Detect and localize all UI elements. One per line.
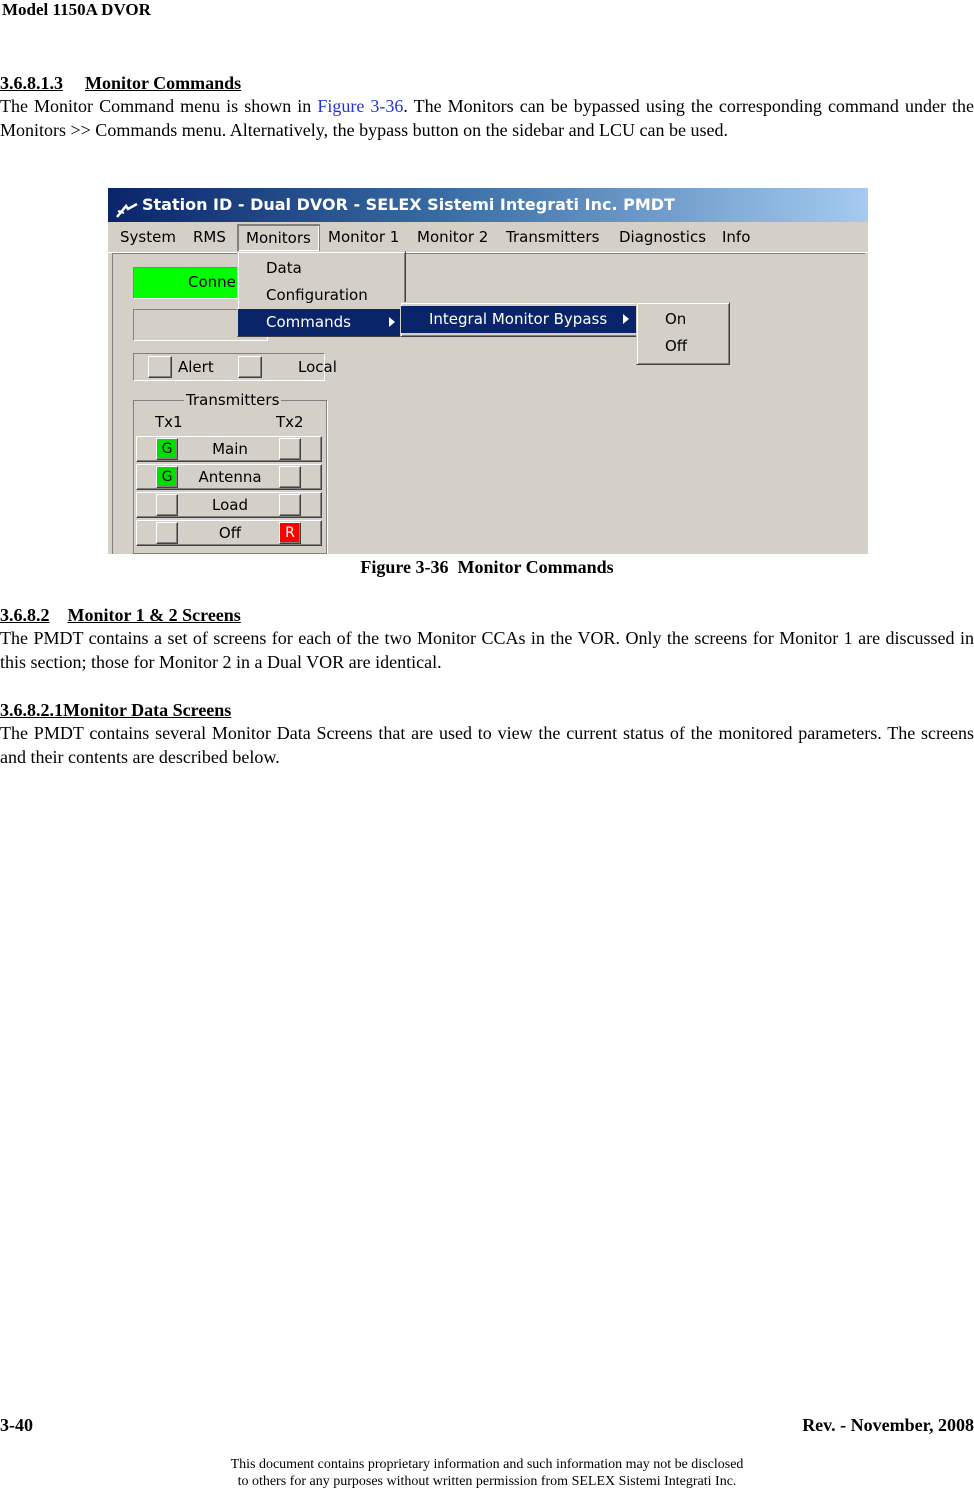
menubar [108, 222, 868, 253]
figure-number: Figure 3-36 [360, 557, 449, 577]
tx2-label: Tx2 [276, 413, 304, 431]
menu-item-integral-monitor-bypass[interactable] [401, 306, 639, 333]
menu-item-off[interactable]: Off [665, 337, 688, 355]
connect-label: Conne [188, 273, 236, 291]
tx1-indicator[interactable]: G [156, 466, 178, 488]
monitor-commands-paragraph [0, 94, 974, 142]
notice-line: This document contains proprietary information and such information may not be disclosed [230, 1457, 744, 1472]
section-heading-monitor-data-screens [0, 699, 231, 721]
menu-item-configuration[interactable]: Configuration [266, 286, 368, 304]
notice-line: to others for any purposes without written permission from SELEX Sistemi Integrati Inc. [237, 1474, 737, 1489]
tx2-indicator[interactable] [279, 494, 301, 516]
bypass-submenu [636, 302, 730, 365]
menu-rms[interactable]: RMS [193, 228, 226, 246]
local-button[interactable] [238, 356, 262, 378]
section-title: Monitor Data Screens [63, 700, 232, 720]
tx1-indicator[interactable] [156, 494, 178, 516]
figure-caption [0, 556, 974, 578]
section-number: 3.6.8.2.1 [0, 700, 63, 720]
menu-item-label: Commands [266, 313, 351, 331]
menu-transmitters[interactable]: Transmitters [506, 228, 600, 246]
tx-row-label[interactable]: Load [212, 496, 248, 514]
local-label: Local [298, 358, 337, 376]
submenu-arrow-icon [389, 317, 395, 327]
tx1-indicator[interactable] [156, 522, 178, 544]
tx-row-label[interactable]: Antenna [198, 468, 262, 486]
menu-monitors[interactable]: Monitors [237, 224, 320, 252]
figure-title: Monitor Commands [457, 557, 614, 577]
commands-submenu [400, 302, 640, 337]
page-number: 3-40 [0, 1415, 33, 1435]
tx-row-label[interactable]: Off [218, 524, 242, 542]
section-number: 3.6.8.1.3 [0, 73, 63, 93]
menu-info[interactable]: Info [722, 228, 751, 246]
tx2-indicator[interactable] [279, 438, 301, 460]
menu-item-on[interactable]: On [665, 310, 687, 328]
menu-item-label: Integral Monitor Bypass [429, 310, 608, 328]
alert-label: Alert [178, 358, 214, 376]
monitor-screens-paragraph: The PMDT contains a set of screens for each of the two Monitor CCAs in the VOR. Only the screens for Monitor 1 are discussed in this section; those for Monitor 2 in a Dual VOR are identical. [0, 628, 974, 672]
transmitters-title: Transmitters [186, 391, 280, 409]
monitor-data-screens-paragraph: The PMDT contains several Monitor Data Screens that are used to view the current status of the monitored parameters. The screens and their contents are described below. [0, 723, 974, 767]
tx2-indicator[interactable] [279, 466, 301, 488]
menu-monitor-1[interactable]: Monitor 1 [328, 228, 400, 246]
figure-link[interactable]: Figure 3-36 [317, 96, 404, 116]
pmdt-screenshot [108, 188, 868, 554]
window-title: Station ID - Dual DVOR - SELEX Sistemi Integrati Inc. PMDT [142, 195, 675, 214]
running-header: Model 1150A DVOR [2, 0, 151, 19]
tx2-indicator[interactable]: R [279, 522, 301, 544]
menu-monitor-2[interactable]: Monitor 2 [417, 228, 489, 246]
section-number: 3.6.8.2 [0, 605, 50, 625]
proprietary-notice [0, 1456, 974, 1490]
section-title: Monitor 1 & 2 Screens [67, 605, 241, 625]
section-title: Monitor Commands [85, 73, 242, 93]
submenu-arrow-icon [623, 314, 629, 324]
revision-date: Rev. - November, 2008 [802, 1415, 974, 1435]
window-titlebar [108, 188, 868, 222]
alert-button[interactable] [148, 356, 172, 378]
menu-system[interactable]: System [120, 228, 176, 246]
tx1-indicator[interactable]: G [156, 438, 178, 460]
section-heading-monitor-screens [0, 604, 241, 626]
menu-item-commands[interactable] [238, 309, 405, 336]
menu-item-data[interactable]: Data [266, 259, 302, 277]
menu-diagnostics[interactable]: Diagnostics [619, 228, 707, 246]
tx-row-label[interactable]: Main [212, 440, 248, 458]
para-text: . The Monitors can be bypassed using the corresponding command under the Monitors >> Commands menu. Alternatively, the bypass button on the sidebar and LCU can be used. [0, 96, 974, 140]
para-text: The Monitor Command menu is shown in [0, 96, 318, 116]
tx1-label: Tx1 [155, 413, 183, 431]
monitors-dropdown [237, 251, 406, 337]
section-heading-monitor-commands [0, 72, 241, 94]
